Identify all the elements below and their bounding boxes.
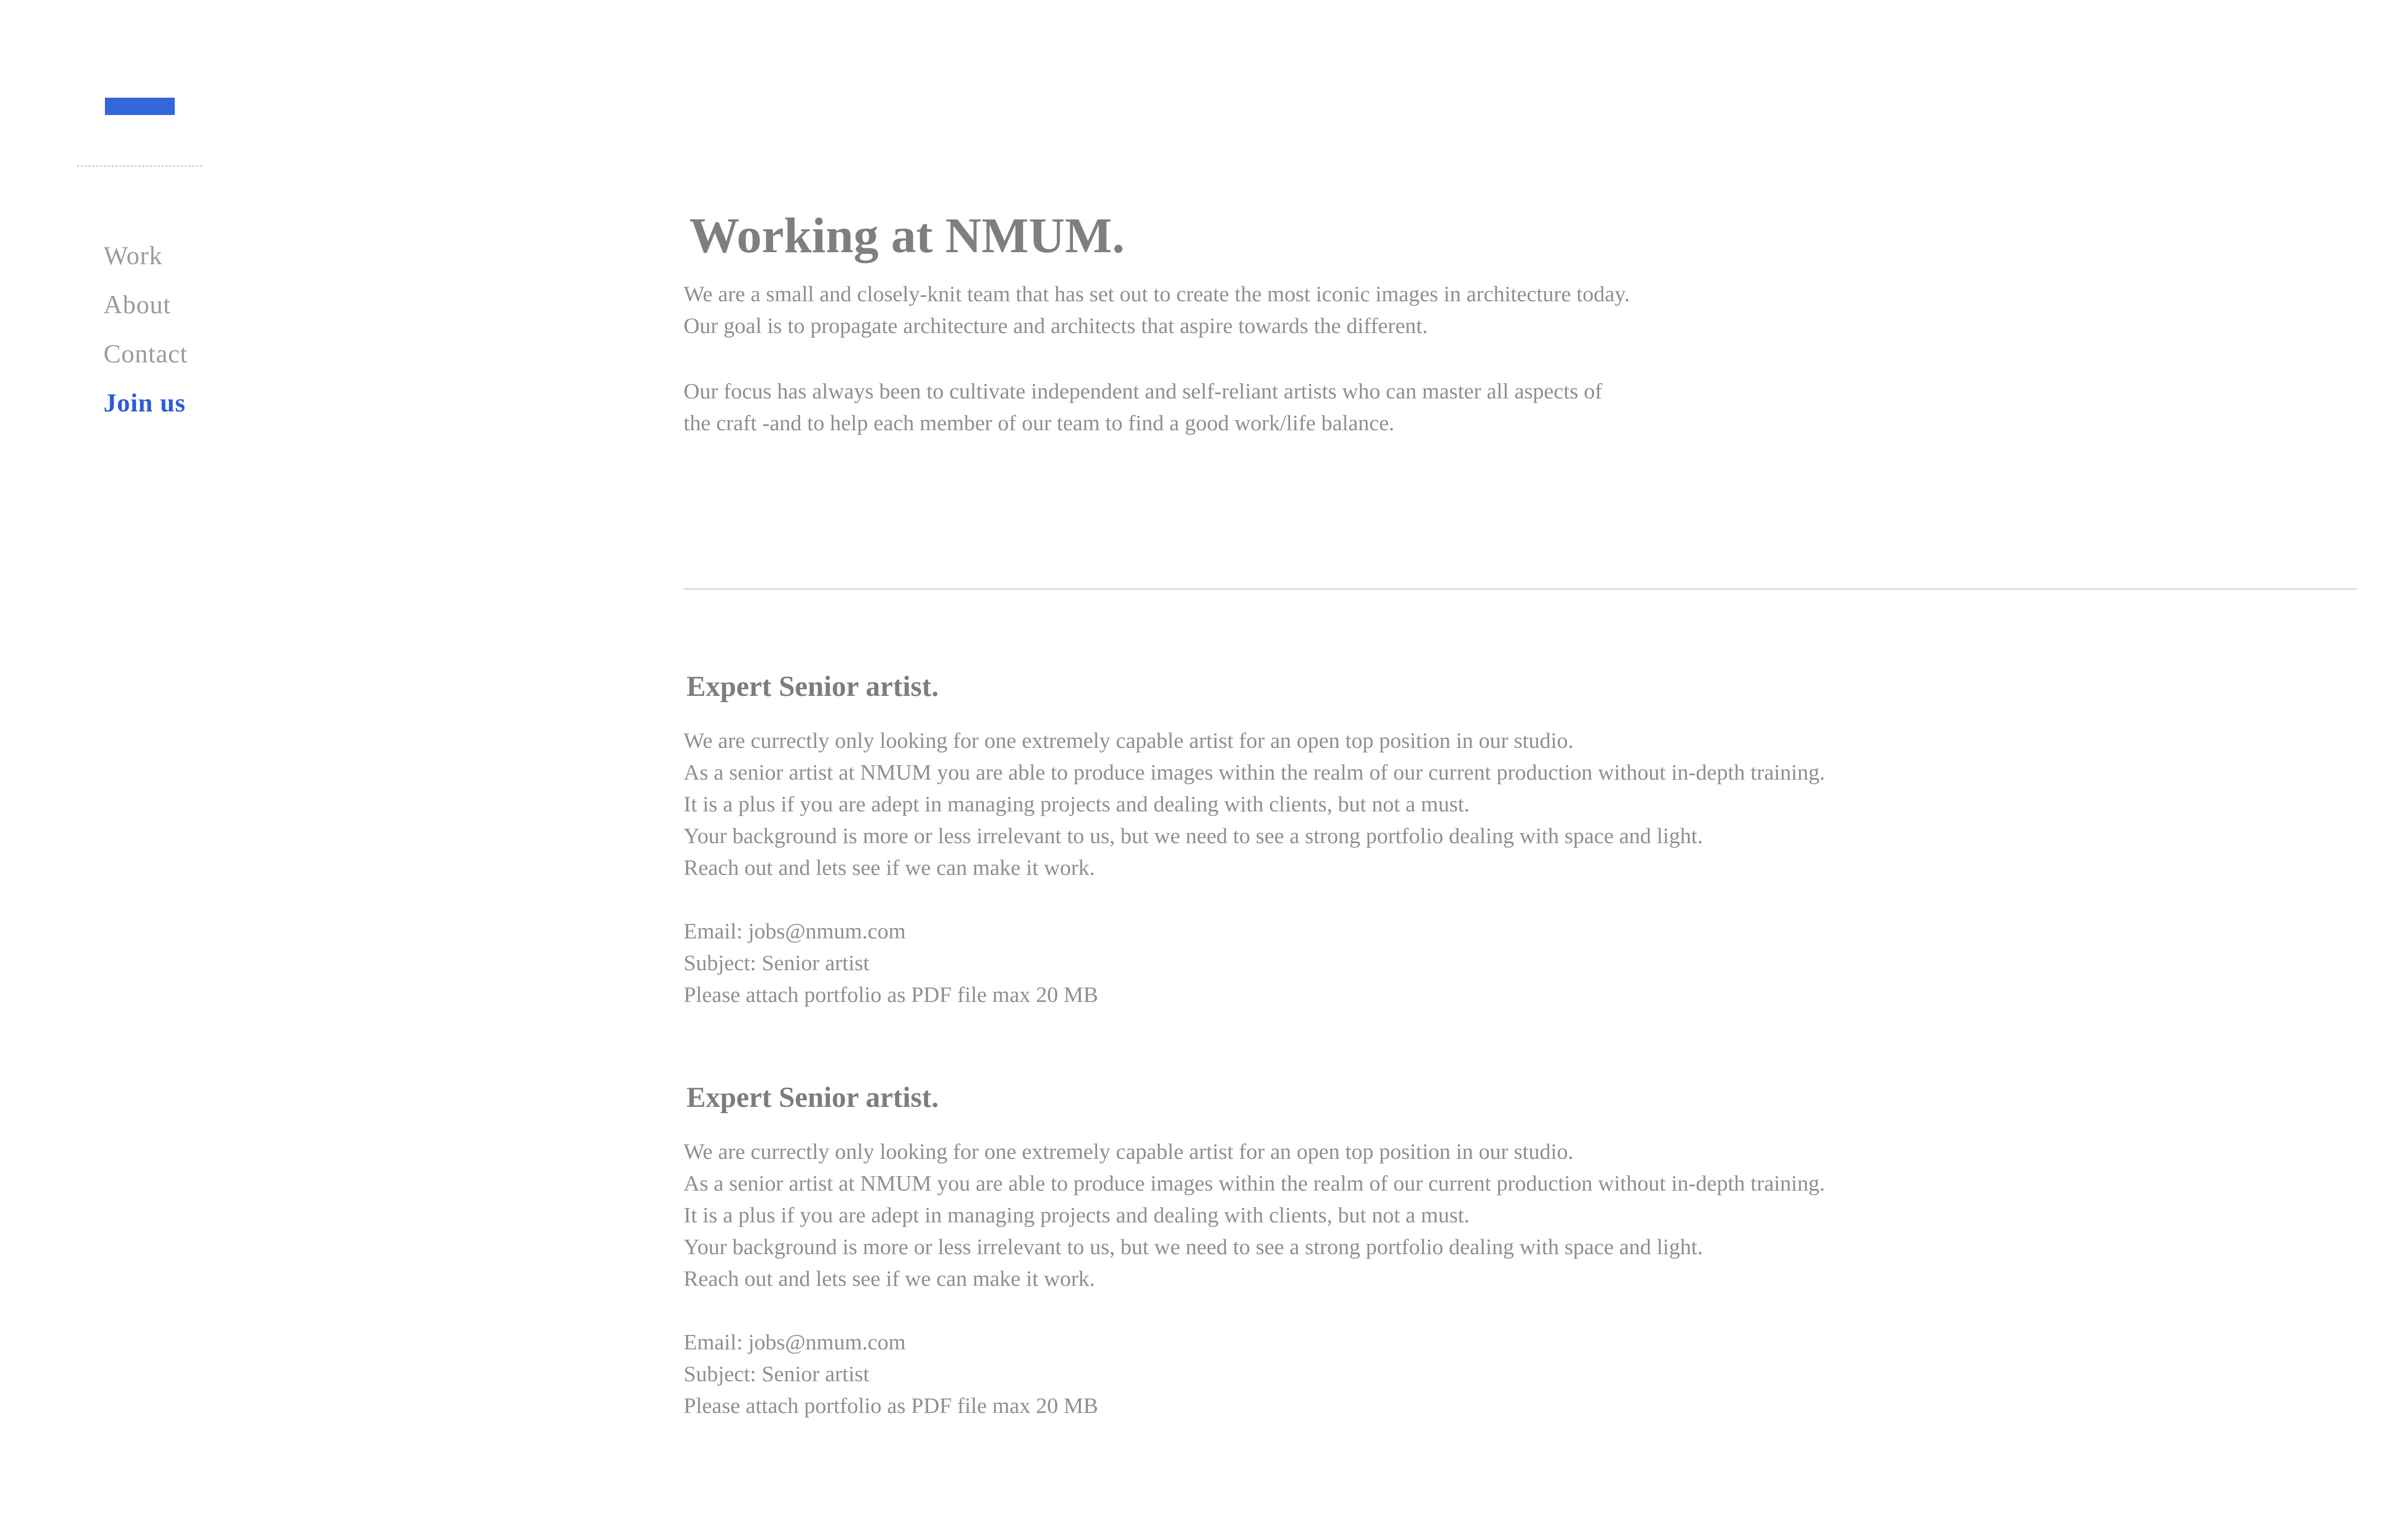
job-contact <box>684 1326 2359 1422</box>
job-attach-note: Please attach portfolio as PDF file max 20 MB <box>684 1393 1099 1418</box>
nav-item-about[interactable]: About <box>104 290 171 319</box>
page-title: Working at NMUM. <box>689 208 1125 263</box>
job-desc-line: As a senior artist at NMUM you are able to produce images within the realm of our current production without in-depth training. <box>684 760 1825 784</box>
job-desc-line: Reach out and lets see if we can make it work. <box>684 1266 1095 1291</box>
job-description <box>684 1136 2359 1295</box>
section-divider <box>684 588 2357 590</box>
job-desc-line: It is a plus if you are adept in managing projects and dealing with clients, but not a must. <box>684 1203 1470 1227</box>
job-posting <box>684 1078 2359 1422</box>
job-desc-line: We are currectly only looking for one extremely capable artist for an open top position in our studio. <box>684 1139 1574 1164</box>
job-email[interactable]: Email: jobs@nmum.com <box>684 1330 906 1354</box>
job-posting <box>684 667 2359 1011</box>
job-title: Expert Senior artist. <box>686 1081 939 1113</box>
job-attach-note: Please attach portfolio as PDF file max 20 MB <box>684 982 1099 1007</box>
logo-bar[interactable] <box>105 98 175 115</box>
main-content <box>684 202 2359 1422</box>
job-description <box>684 725 2359 884</box>
sidebar-divider <box>77 165 202 167</box>
job-title: Expert Senior artist. <box>686 670 939 702</box>
job-email[interactable]: Email: jobs@nmum.com <box>684 919 906 943</box>
intro-paragraph-2: Our focus has always been to cultivate independent and self-reliant artists who can master all aspects of the craft -and to help each member of our team to find a good work/life balance. <box>684 379 1603 435</box>
job-desc-line: It is a plus if you are adept in managing projects and dealing with clients, but not a must. <box>684 792 1470 816</box>
job-subject: Subject: Senior artist <box>684 1361 869 1386</box>
job-contact <box>684 915 2359 1011</box>
job-subject: Subject: Senior artist <box>684 950 869 975</box>
sidebar-nav <box>104 241 188 418</box>
job-desc-line: Reach out and lets see if we can make it work. <box>684 855 1095 880</box>
job-desc-line: We are currectly only looking for one extremely capable artist for an open top position in our studio. <box>684 728 1574 753</box>
nav-item-contact[interactable]: Contact <box>104 339 188 368</box>
nav-item-work[interactable]: Work <box>104 241 163 270</box>
job-desc-line: Your background is more or less irrelevant to us, but we need to see a strong portfolio dealing with space and light. <box>684 1234 1703 1259</box>
job-desc-line: As a senior artist at NMUM you are able to produce images within the realm of our current production without in-depth training. <box>684 1171 1825 1195</box>
intro-paragraph-1: We are a small and closely-knit team that has set out to create the most iconic images in architecture today. Our goal is to propagate architecture and architects that aspire towards the different. <box>684 282 1630 338</box>
job-desc-line: Your background is more or less irrelevant to us, but we need to see a strong portfolio dealing with space and light. <box>684 823 1703 848</box>
nav-item-join-us[interactable]: Join us <box>104 388 186 417</box>
